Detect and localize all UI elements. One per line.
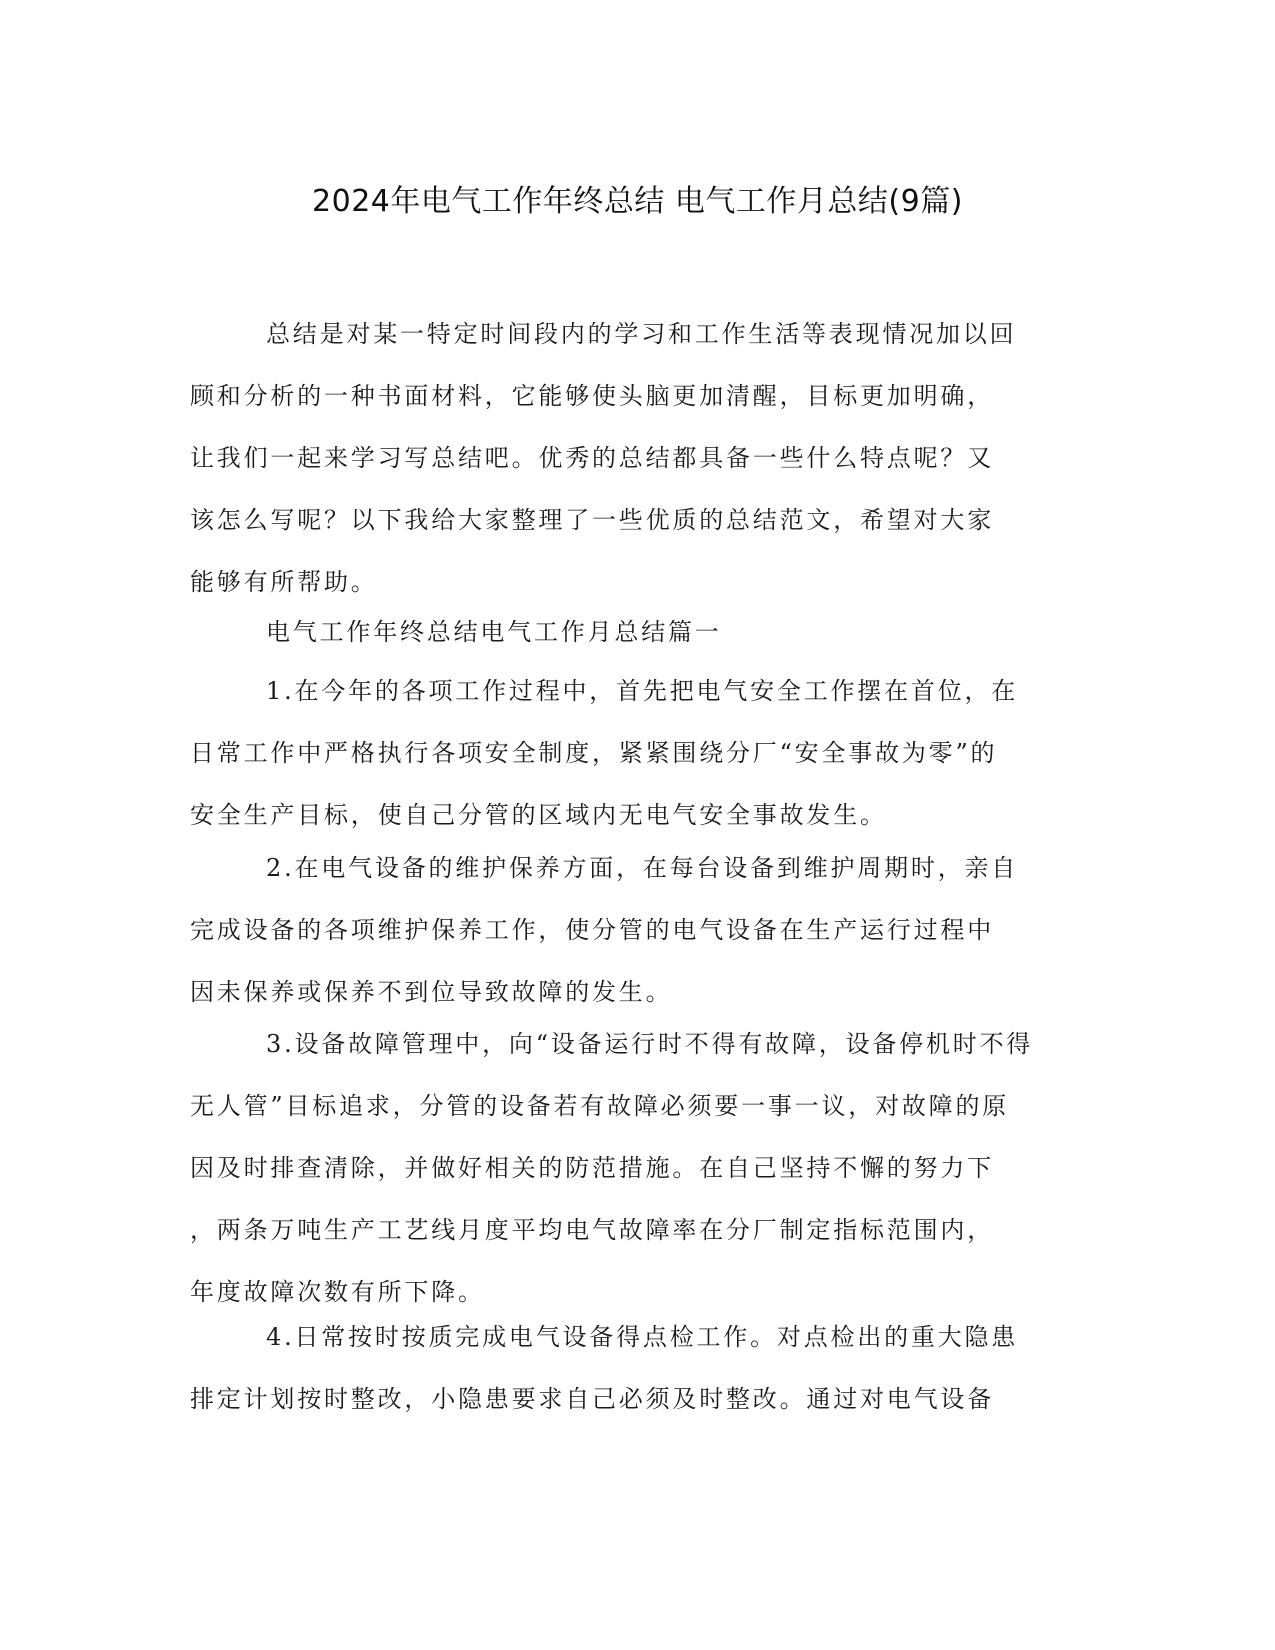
- paragraph-line: 年度故障次数有所下降。: [190, 1278, 485, 1306]
- document-title: 2024年电气工作年终总结 电气工作月总结(9篇): [312, 184, 963, 219]
- paragraph-line: 排定计划按时整改，小隐患要求自己必须及时整改。通过对电气设备: [190, 1385, 994, 1413]
- paragraph-line: 1.在今年的各项工作过程中，首先把电气安全工作摆在首位，在: [266, 677, 1019, 705]
- paragraph-line: 日常工作中严格执行各项安全制度，紧紧围绕分厂“安全事故为零”的: [190, 739, 998, 767]
- paragraph-line: 让我们一起来学习写总结吧。优秀的总结都具备一些什么特点呢？又: [190, 444, 994, 472]
- paragraph-line: 顾和分析的一种书面材料，它能够使头脑更加清醒，目标更加明确，: [190, 382, 994, 410]
- paragraph-line: 因未保养或保养不到位导致故障的发生。: [190, 978, 673, 1006]
- item-3-paragraph: [190, 1013, 1090, 1323]
- section-heading: [190, 601, 1090, 663]
- paragraph-line: 电气工作年终总结电气工作月总结篇一: [266, 618, 722, 646]
- paragraph-line: 完成设备的各项维护保养工作，使分管的电气设备在生产运行过程中: [190, 916, 994, 944]
- paragraph-line: 2.在电气设备的维护保养方面，在每台设备到维护周期时，亲自: [266, 854, 1019, 882]
- paragraph-line: 4.日常按时按质完成电气设备得点检工作。对点检出的重大隐患: [266, 1323, 1019, 1351]
- item-2-paragraph: [190, 837, 1090, 1023]
- intro-paragraph: [190, 303, 1090, 613]
- item-4-paragraph: [190, 1306, 1090, 1430]
- paragraph-line: 因及时排查清除，并做好相关的防范措施。在自己坚持不懈的努力下: [190, 1154, 994, 1182]
- paragraph-line: 总结是对某一特定时间段内的学习和工作生活等表现情况加以回: [266, 320, 1017, 348]
- paragraph-line: 该怎么写呢？以下我给大家整理了一些优质的总结范文，希望对大家: [190, 506, 994, 534]
- paragraph-line: 安全生产目标，使自己分管的区域内无电气安全事故发生。: [190, 801, 887, 829]
- paragraph-line: 能够有所帮助。: [190, 568, 378, 596]
- item-1-paragraph: [190, 660, 1090, 846]
- paragraph-line: 3.设备故障管理中，向“设备运行时不得有故障，设备停机时不得: [266, 1030, 1034, 1058]
- paragraph-line: 无人管”目标追求，分管的设备若有故障必须要一事一议，对故障的原: [190, 1092, 1010, 1120]
- paragraph-line: ，两条万吨生产工艺线月度平均电气故障率在分厂制定指标范围内，: [190, 1216, 994, 1244]
